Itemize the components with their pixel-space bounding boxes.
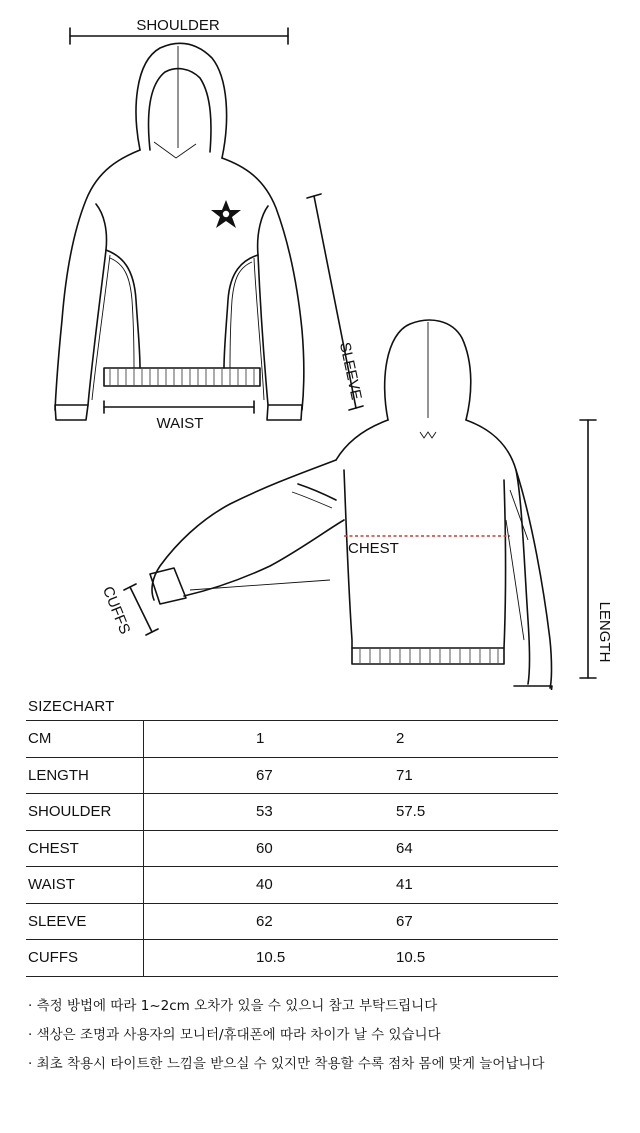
size-1-value: 60: [144, 830, 397, 867]
size-chart-title: SIZECHART: [28, 698, 115, 715]
size-2-header: 2: [396, 721, 558, 758]
size-2-value: 67: [396, 903, 558, 940]
size-1-value: 67: [144, 757, 397, 794]
size-2-value: 71: [396, 757, 558, 794]
back-hem-ribbing: [360, 649, 498, 663]
size-1-header: 1: [144, 721, 397, 758]
note-measurement: · 측정 방법에 따라 1~2cm 오차가 있을 수 있으니 참고 부탁드립니다: [28, 998, 438, 1014]
size-2-value: 57.5: [396, 794, 558, 831]
table-row: [26, 903, 558, 940]
chest-label: CHEST: [348, 540, 399, 557]
size-1-value: 40: [144, 867, 397, 904]
size-2-value: 41: [396, 867, 558, 904]
care-notes: [28, 997, 628, 1084]
size-2-value: 64: [396, 830, 558, 867]
row-label: SLEEVE: [26, 903, 144, 940]
hem-ribbing: [110, 369, 254, 385]
size-chart-table: [26, 720, 558, 977]
cuffs-label: CUFFS: [98, 583, 134, 637]
table-header-row: [26, 721, 558, 758]
sleeve-label: SLEEVE: [336, 340, 365, 402]
note-fit: · 최초 착용시 타이트한 느낌을 받으실 수 있지만 착용할 수록 점차 몸에 맞게 늘어납니다: [28, 1056, 545, 1072]
row-label: CHEST: [26, 830, 144, 867]
row-label: CUFFS: [26, 940, 144, 977]
table-row: [26, 940, 558, 977]
row-label: WAIST: [26, 867, 144, 904]
row-label: SHOULDER: [26, 794, 144, 831]
note-color: · 색상은 조명과 사용자의 모니터/휴대폰에 따라 차이가 날 수 있습니다: [28, 1027, 441, 1043]
table-row: [26, 830, 558, 867]
unit-label: CM: [26, 721, 144, 758]
waist-label: WAIST: [156, 415, 204, 432]
shoulder-label: SHOULDER: [136, 17, 220, 34]
size-1-value: 62: [144, 903, 397, 940]
size-2-value: 10.5: [396, 940, 558, 977]
size-1-value: 10.5: [144, 940, 397, 977]
size-1-value: 53: [144, 794, 397, 831]
row-label: LENGTH: [26, 757, 144, 794]
length-label: LENGTH: [596, 601, 613, 663]
hoodie-front-drawing: [55, 17, 365, 432]
table-row: [26, 757, 558, 794]
table-row: [26, 867, 558, 904]
table-row: [26, 794, 558, 831]
